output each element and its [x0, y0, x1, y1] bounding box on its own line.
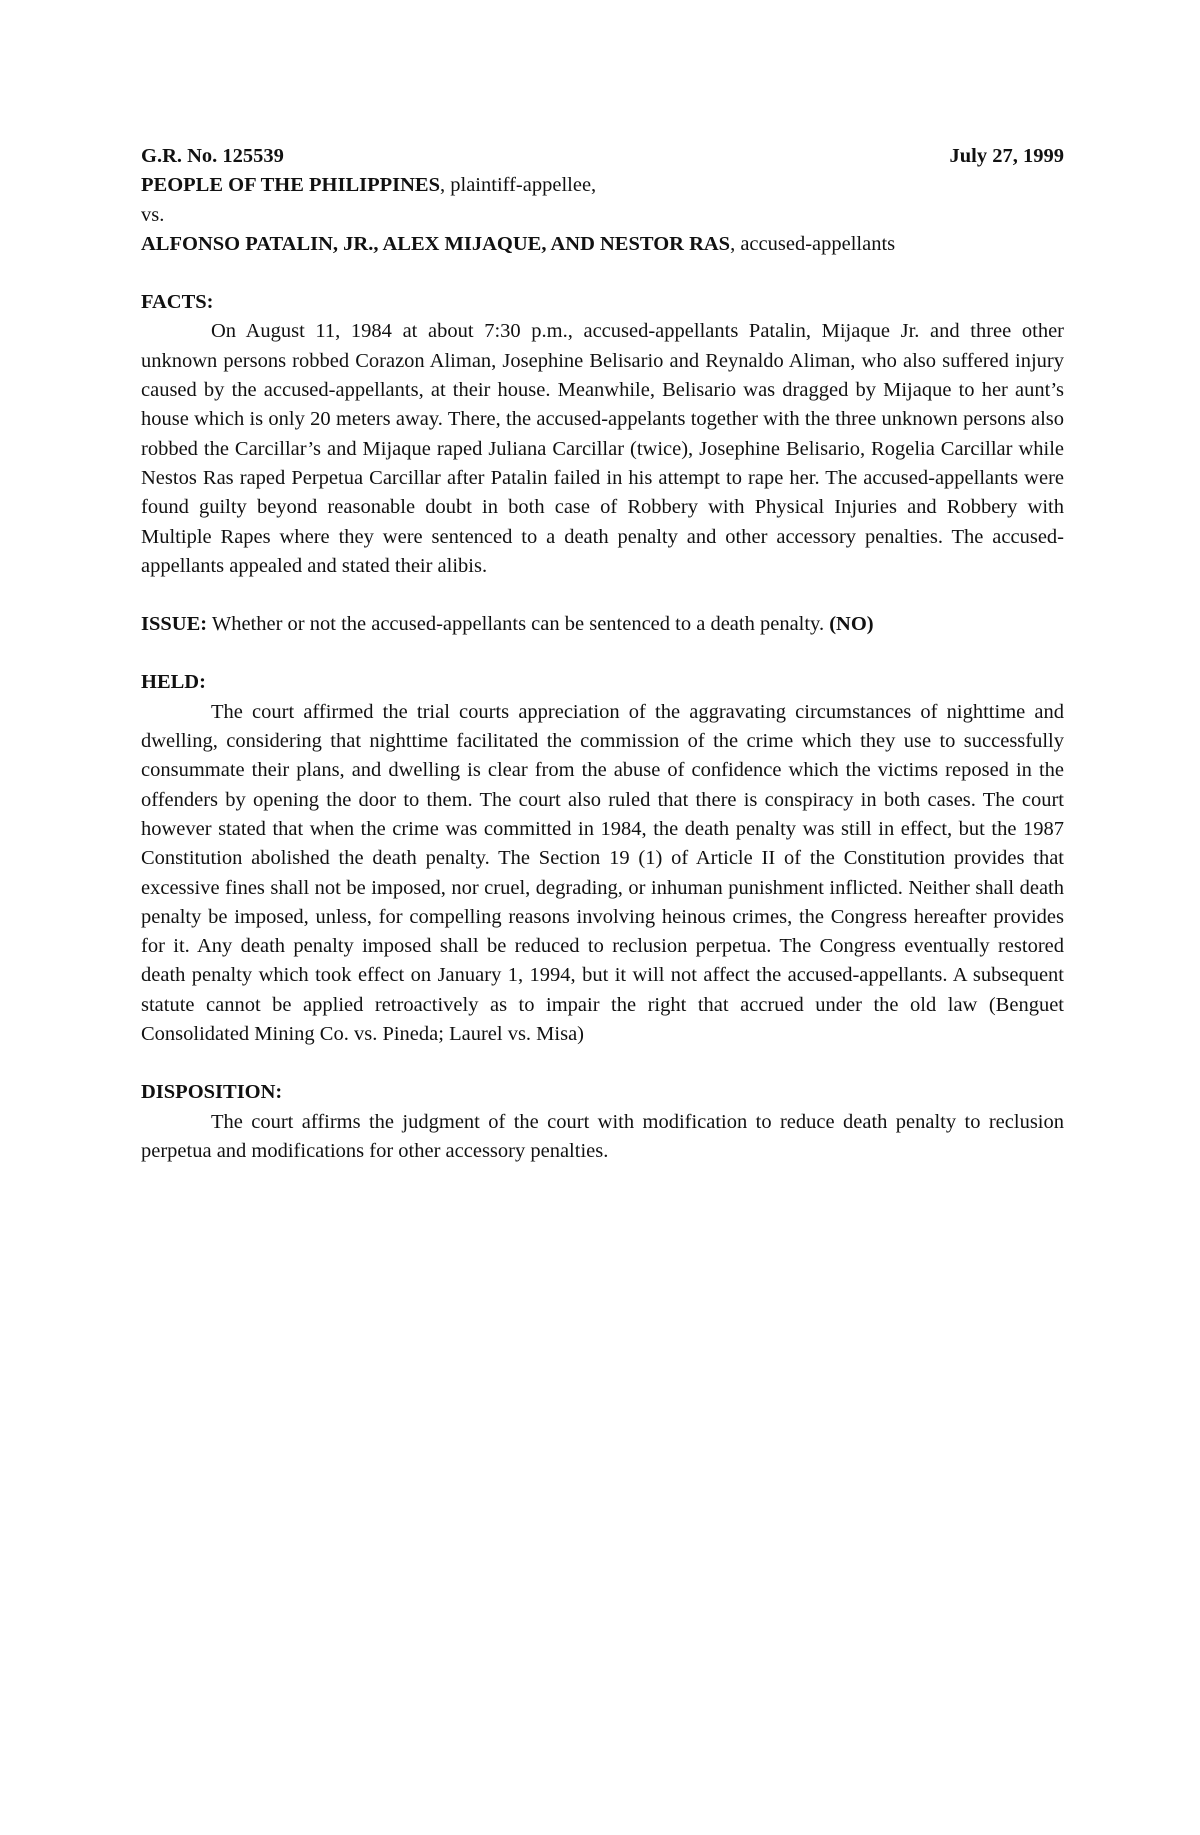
facts-paragraph: On August 11, 1984 at about 7:30 p.m., accused-appellants Patalin, Mijaque Jr. and three other unknown persons robbed Corazon Aliman, Josephine Belisario and Reynaldo Aliman, who also suffered injury caused by the accused-appellants, at their house. Meanwhile, Belisario was dragged by Mijaque to her aunt’s house which is only 20 meters away. There, the accused-appelants together with the three unknown persons also robbed the Carcillar’s and Mijaque raped Juliana Carcillar (twice), Josephine Belisario, Rogelia Carcillar while Nestos Ras raped Perpetua Carcillar after Patalin failed in his attempt to rape her. The accused-appellants were found guilty beyond reasonable doubt in both case of Robbery with Physical Injuries and Robbery with Multiple Rapes where they were sentenced to a death penalty and other accessory penalties. The accused-appellants appealed and stated their alibis.	[141, 320, 1064, 577]
issue-text: Whether or not the accused-appellants can be sentenced to a death penalty.	[207, 613, 830, 636]
plaintiff-role: , plaintiff-appellee,	[440, 174, 597, 197]
versus-line: vs.	[141, 203, 165, 226]
accused-names: ALFONSO PATALIN, JR., ALEX MIJAQUE, AND NESTOR RAS	[141, 232, 731, 255]
disposition-paragraph: The court affirms the judgment of the court with modification to reduce death penalty to reclusion perpetua and modifications for other accessory penalties.	[141, 1110, 1064, 1162]
issue-heading: ISSUE:	[141, 613, 208, 636]
accused-line	[141, 230, 1064, 259]
held-heading: HELD:	[141, 671, 206, 694]
accused-role: , accused-appellants	[730, 232, 896, 255]
plaintiff-name: PEOPLE OF THE PHILIPPINES	[141, 174, 441, 197]
held-paragraph: The court affirmed the trial courts appreciation of the aggravating circumstances of nighttime and dwelling, considering that nighttime facilitated the commission of the crime which they use to successfully consummate their plans, and dwelling is clear from the abuse of confidence which the victims reposed in the offenders by opening the door to them. The court also ruled that there is conspiracy in both cases. The court however stated that when the crime was committed in 1984, the death penalty was still in effect, but the 1987 Constitution abolished the death penalty. The Section 19 (1) of Article II of the Constitution provides that excessive fines shall not be imposed, nor cruel, degrading, or inhuman punishment inflicted. Neither shall death penalty be imposed, unless, for compelling reasons involving heinous crimes, the Congress hereafter provides for it. Any death penalty imposed shall be reduced to reclusion perpetua. The Congress eventually restored death penalty which took effect on January 1, 1994, but it will not affect the accused-appellants. A subsequent statute cannot be applied retroactively as to impair the right that accrued under the old law (Benguet Consolidated Mining Co. vs. Pineda; Laurel vs. Misa)	[141, 700, 1064, 1046]
case-header	[141, 142, 1064, 171]
disposition-heading: DISPOSITION:	[141, 1081, 283, 1104]
case-number: G.R. No. 125539	[141, 145, 284, 167]
issue-line	[141, 610, 1064, 639]
case-date: July 27, 1999	[949, 145, 1064, 167]
issue-answer: (NO)	[829, 613, 874, 636]
document-page	[141, 142, 1064, 1166]
plaintiff-line	[141, 171, 1064, 200]
facts-heading: FACTS:	[141, 291, 214, 314]
